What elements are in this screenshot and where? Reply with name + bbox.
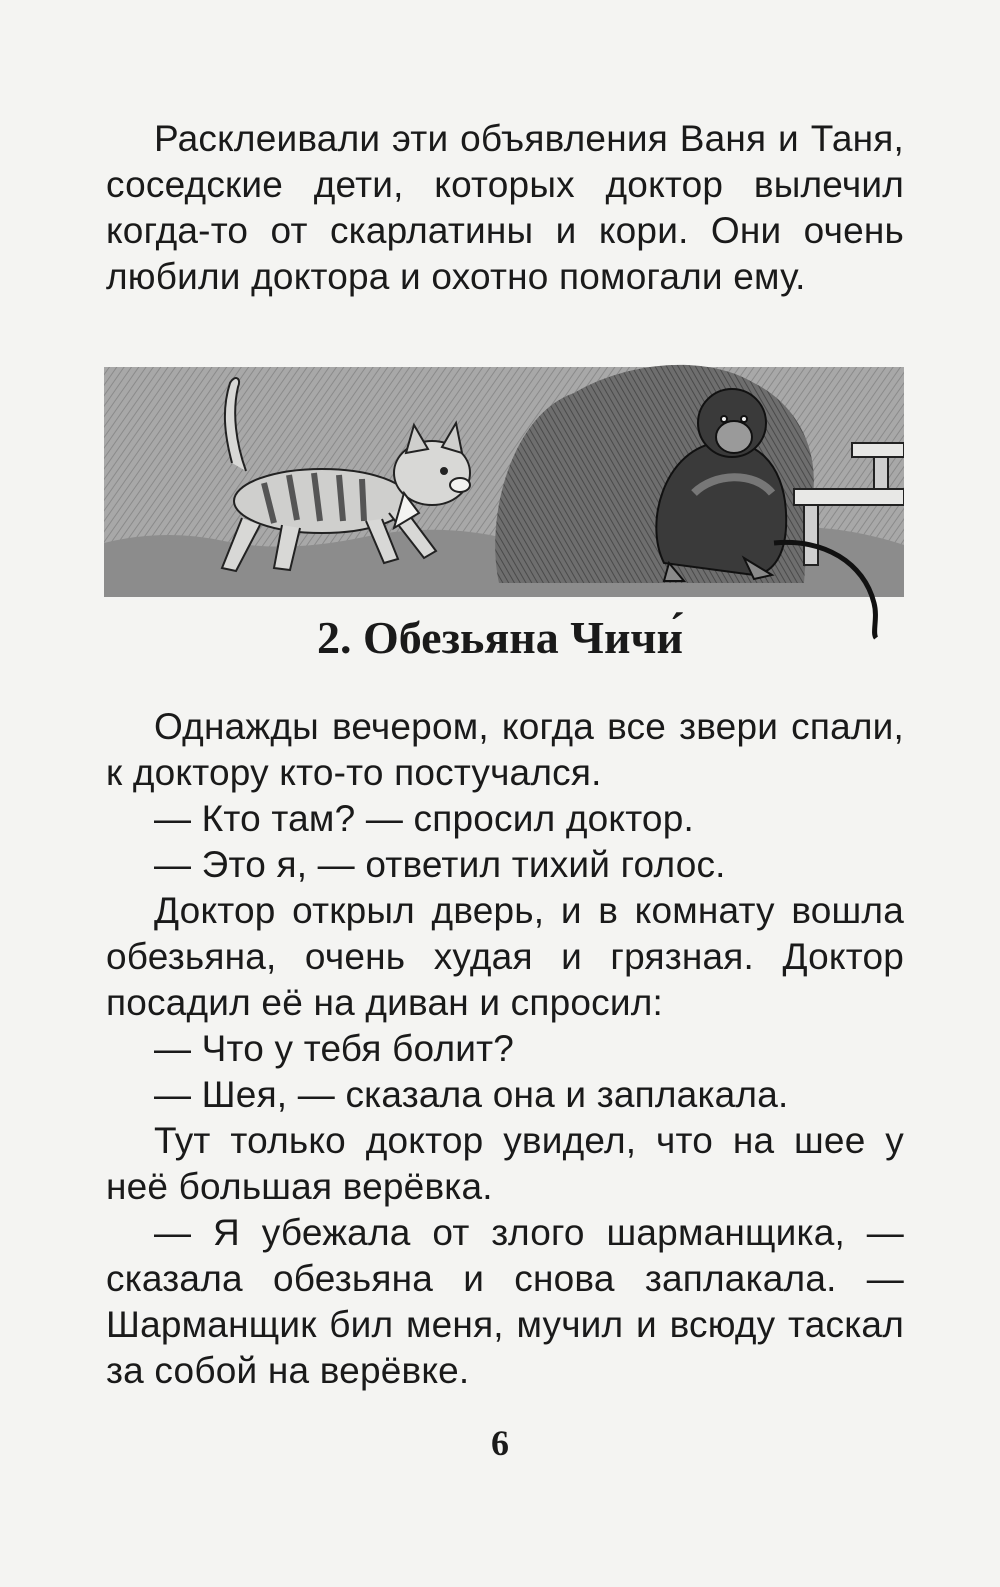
story-text bbox=[106, 704, 904, 1394]
dialogue-line: — Кто там? — спросил доктор. bbox=[154, 798, 694, 839]
intro-text bbox=[106, 116, 904, 300]
cat-and-monkey-illustration bbox=[104, 353, 904, 643]
chapter-title: 2. Обезьяна Чичи́ bbox=[316, 612, 683, 663]
paragraph: Тут только доктор увидел, что на шее у неё большая верёвка. bbox=[106, 1120, 904, 1207]
page-number: 6 bbox=[491, 1423, 509, 1463]
paragraph: Доктор открыл дверь, и в комнату вошла обезьяна, очень худая и грязная. Доктор посадил её на диван и спросил: bbox=[106, 890, 904, 1023]
dialogue-line: — Шея, — сказала она и заплакала. bbox=[154, 1074, 789, 1115]
paragraph: Однажды вечером, когда все звери спали, к доктору кто-то постучался. bbox=[106, 706, 904, 793]
dialogue-line: — Что у тебя болит? bbox=[154, 1028, 515, 1069]
dialogue-line: — Это я, — ответил тихий голос. bbox=[154, 844, 726, 885]
paragraph: Расклеивали эти объявления Ваня и Таня, соседские дети, которых доктор вылечил когда-то от скарлатины и кори. Они очень любили доктора и охотно помогали ему. bbox=[106, 118, 904, 297]
dialogue-line: — Я убежала от злого шарманщика, — сказала обезьяна и снова заплакала. — Шарманщик бил меня, мучил и всюду таскал за собой на верёвке. bbox=[106, 1212, 904, 1391]
